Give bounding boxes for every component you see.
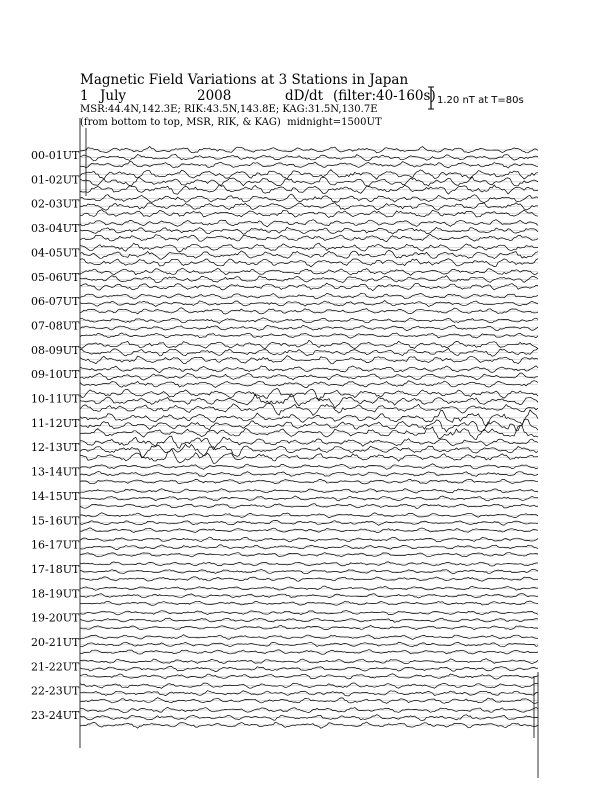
station-trace [80,259,538,267]
station-trace [80,426,538,440]
station-order-note: (from bottom to top, MSR, RIK, & KAG) [80,117,281,128]
station-trace [80,325,538,330]
quantity: dD/dt [285,88,324,104]
station-trace [80,586,538,590]
station-trace [80,340,538,348]
hour-label: 04-05UT [31,246,80,260]
filter: (filter:40-160s) [333,88,436,104]
station-trace [80,449,538,463]
hour-label: 23-24UT [31,709,80,723]
hour-label: 19-20UT [31,611,80,625]
station-trace [80,308,538,314]
hour-label: 16-17UT [31,538,80,552]
hour-label: 20-21UT [31,636,80,649]
hour-label: 05-06UT [31,270,80,284]
chart-title: Magnetic Field Variations at 3 Stations in Japan [80,72,409,88]
hour-label: 22-23UT [31,684,80,698]
hour-label: 10-11UT [31,392,80,406]
station-trace [80,276,538,283]
hour-label: 18-19UT [31,587,80,601]
station-trace [80,403,538,415]
hour-label: 03-04UT [31,222,80,236]
scale-bar-label: 1.20 nT at T=80s [437,95,524,106]
station-coordinates: MSR:44.4N,142.3E; RIK:43.5N,143.8E; KAG:31.5N,130.7E [80,104,378,115]
station-trace [80,220,538,227]
hour-label: 13-14UT [31,465,80,479]
station-trace [80,177,538,186]
month: July [100,88,127,104]
station-trace [80,194,538,203]
hour-label: 00-01UT [31,149,80,162]
station-trace [80,388,538,399]
hour-label: 06-07UT [31,295,80,309]
hour-label: 02-03UT [31,197,80,211]
hour-label: 21-22UT [31,660,80,674]
station-trace [80,667,538,672]
hour-label: 17-18UT [31,562,80,576]
station-trace [80,203,538,211]
hour-label: 09-10UT [31,368,80,382]
station-trace [80,162,538,169]
year: 2008 [197,88,232,104]
midnight-note: midnight=1500UT [287,117,382,128]
day: 1 [80,88,89,104]
hour-label: 07-08UT [31,319,80,333]
station-trace [80,674,538,679]
hour-label: 12-13UT [31,441,80,455]
station-trace [80,227,538,234]
hour-label: 01-02UT [31,173,80,187]
station-trace [80,269,538,276]
hour-label: 08-09UT [31,343,80,357]
hour-label: 14-15UT [31,489,80,503]
station-trace [80,436,538,449]
station-trace [80,147,538,153]
hour-label: 11-12UT [31,416,80,430]
hour-label: 15-16UT [31,514,80,528]
